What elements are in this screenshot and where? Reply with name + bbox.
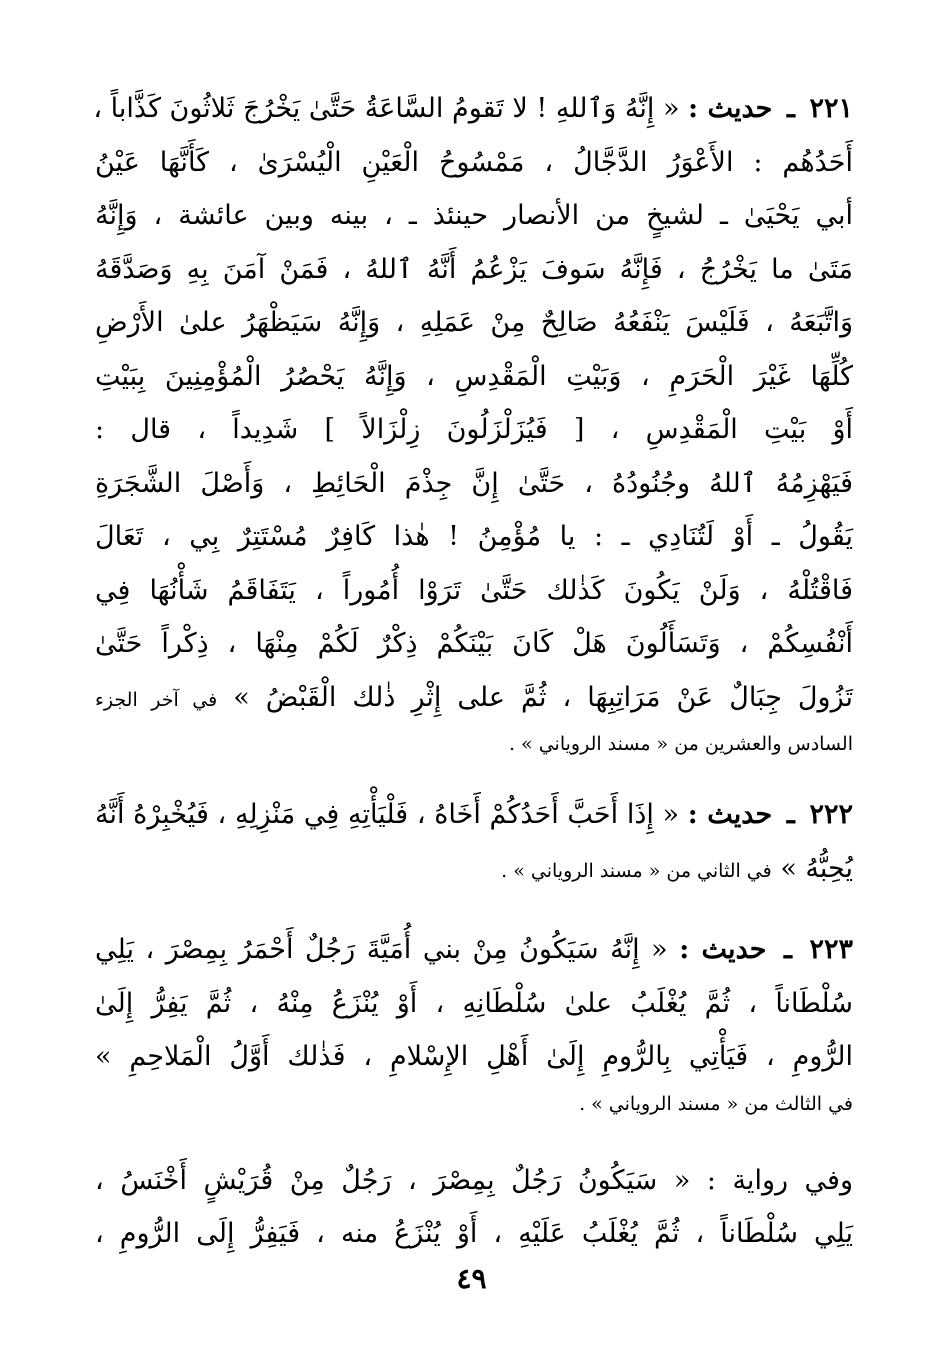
hadith-221-source: السادس والعشرين من « مسند الروياني » . <box>508 733 853 755</box>
variant-line-1: وفي رواية : « سَيَكُونُ رَجُلٌ بِمِصْرَ ، رَجُلٌ مِنْ قُرَيْشٍ أَخْنَسُ ، <box>95 1164 853 1196</box>
hadith-dash: ـ <box>786 799 795 830</box>
hadith-text: « إِذَا أَحَبَّ أَحَدُكُمْ أَخَاهُ ، فَلْيَأْتِهِ فِي مَنْزِلِهِ ، فَيُخْبِرْهُ أَنَّهُ <box>95 799 680 830</box>
hadith-221-line-10: فَاقْتُلْهُ ، وَلَنْ يَكُونَ كَذٰلك حَتَّىٰ تَرَوْا أُمُوراً ، يَتَفَاقَمُ شَأْنُهَا فِي <box>95 574 853 606</box>
hadith-222-line-2 <box>95 842 853 896</box>
hadith-text: « إِنَّهُ سَيَكُونُ مِنْ بني أُمَيَّةَ رَجُلٌ أَحْمَرُ بِمِصْرَ ، يَلِي <box>95 934 668 965</box>
hadith-222 <box>95 788 853 895</box>
hadith-label: حديث : <box>688 93 773 124</box>
hadith-221-line-12 <box>95 671 853 725</box>
hadith-text: يُحِبُّهُ » <box>780 852 853 884</box>
hadith-221-line-9: يَقُولُ ـ أَوْ لَتُنَادِي ـ : يا مُؤْمِنُ ! هٰذا كَافِرٌ مُسْتَتِرٌ بِي ، تَعَالَ <box>95 521 853 552</box>
hadith-label: حديث : <box>679 934 767 965</box>
hadith-221-line-7: أَوْ بَيْتِ الْمَقْدِسِ ، [ فَيُزَلْزَلُونَ زِلْزَالاً ] شَدِيداً ، قال : <box>95 414 853 445</box>
hadith-number: ٢٢٣ <box>809 934 853 965</box>
variant-line-2: يَلِي سُلْطَاناً ، ثُمَّ يُغْلَبُ عَلَيْهِ ، أَوْ يُنْزَعُ منه ، فَيَفِرُّ إِلَى الرُّومِ ، <box>95 1218 853 1249</box>
hadith-221-line-6: كُلِّهَا غَيْرَ الْحَرَمِ ، وَبَيْتِ الْمَقْدِسِ ، وَإِنَّهُ يَحْصُرُ الْمُؤْمِنِينَ بِبَيْتِ <box>95 360 853 392</box>
hadith-label: حديث : <box>687 799 773 830</box>
hadith-221-line-1 <box>95 82 853 136</box>
hadith-223 <box>95 923 853 1124</box>
hadith-221-line-11: أَنْفُسِكُمْ ، وَتَسَأَلُونَ هَلْ كَانَ بَيْنَكُمْ ذِكْرٌ لَكُمْ مِنْهَا ، ذِكْراً حَتَّىٰ <box>95 628 853 659</box>
hadith-number: ٢٢٢ <box>809 799 853 830</box>
source-citation: في الثاني من « مسند الروياني » . <box>501 859 772 882</box>
hadith-223-line-3: الرُّومِ ، فَيَأْتِي بِالرُّومِ إِلَىٰ أَهْلِ الإِسْلامِ ، فَذٰلك أَوَّلُ الْمَلاحِمِ » <box>95 1041 853 1072</box>
hadith-221 <box>95 82 853 764</box>
variant-narration <box>95 1154 853 1261</box>
hadith-221-line-5: وَاتَّبَعَهُ ، فَلَيْسَ يَنْفَعُهُ صَالِحٌ مِنْ عَمَلِهِ ، وَإِنَّهُ سَيَظْهَرُ علىٰ الأَرْضِ <box>95 307 853 338</box>
source-citation: في آخر الجزء <box>95 688 218 711</box>
hadith-dash: ـ <box>783 934 792 965</box>
hadith-221-line-4: مَتَىٰ ما يَخْرُجُ ، فَإِنَّهُ سَوفَ يَزْعُمُ أَنَّهُ ٱللهُ ، فَمَنْ آمَنَ بِهِ وَصَدَّقَهُ <box>95 253 853 285</box>
hadith-221-line-8: فَيَهْزِمُهُ ٱللهُ وجُنُودُهُ ، حَتَّىٰ إِنَّ جِذْمَ الْحَائِطِ ، وَأَصْلَ الشَّجَرَةِ <box>95 467 853 499</box>
hadith-223-source: في الثالث من « مسند الروياني » . <box>579 1092 853 1115</box>
hadith-221-line-2: أَحَدُهُم : الأَعْوَرُ الدَّجَّالُ ، مَمْسُوحُ الْعَيْنِ الْيُسْرَىٰ ، كَأَنَّهَا عَيْنُ <box>95 146 853 178</box>
hadith-dash: ـ <box>786 93 795 124</box>
hadith-222-line-1 <box>95 788 853 842</box>
hadith-223-line-1 <box>95 923 853 977</box>
hadith-number: ٢٢١ <box>809 93 853 124</box>
hadith-text: تَزُولَ جِبَالٌ عَنْ مَرَاتِبِهَا ، ثُمَّ على إِثْرِ ذٰلك الْقَبْضُ » <box>233 681 853 713</box>
hadith-text: « إِنَّهُ وَٱللهِ ! لا تَقومُ السَّاعَةُ حَتَّىٰ يَخْرُجَ ثَلاثُونَ كَذَّاباً ، <box>93 93 680 124</box>
hadith-221-line-3: أبي يَحْيَىٰ ـ لشيخٍ من الأنصار حينئذ ـ ، بينه وبين عائشة ، وَإِنَّهُ <box>95 200 853 231</box>
hadith-223-line-2: سُلْطَاناً ، ثُمَّ يُغْلَبُ علىٰ سُلْطَانِهِ ، أَوْ يُنْزَعُ مِنْهُ ، ثُمَّ يَفِرُّ إِلَىٰ <box>95 987 853 1019</box>
page-number: ٤٩ <box>456 1262 487 1295</box>
